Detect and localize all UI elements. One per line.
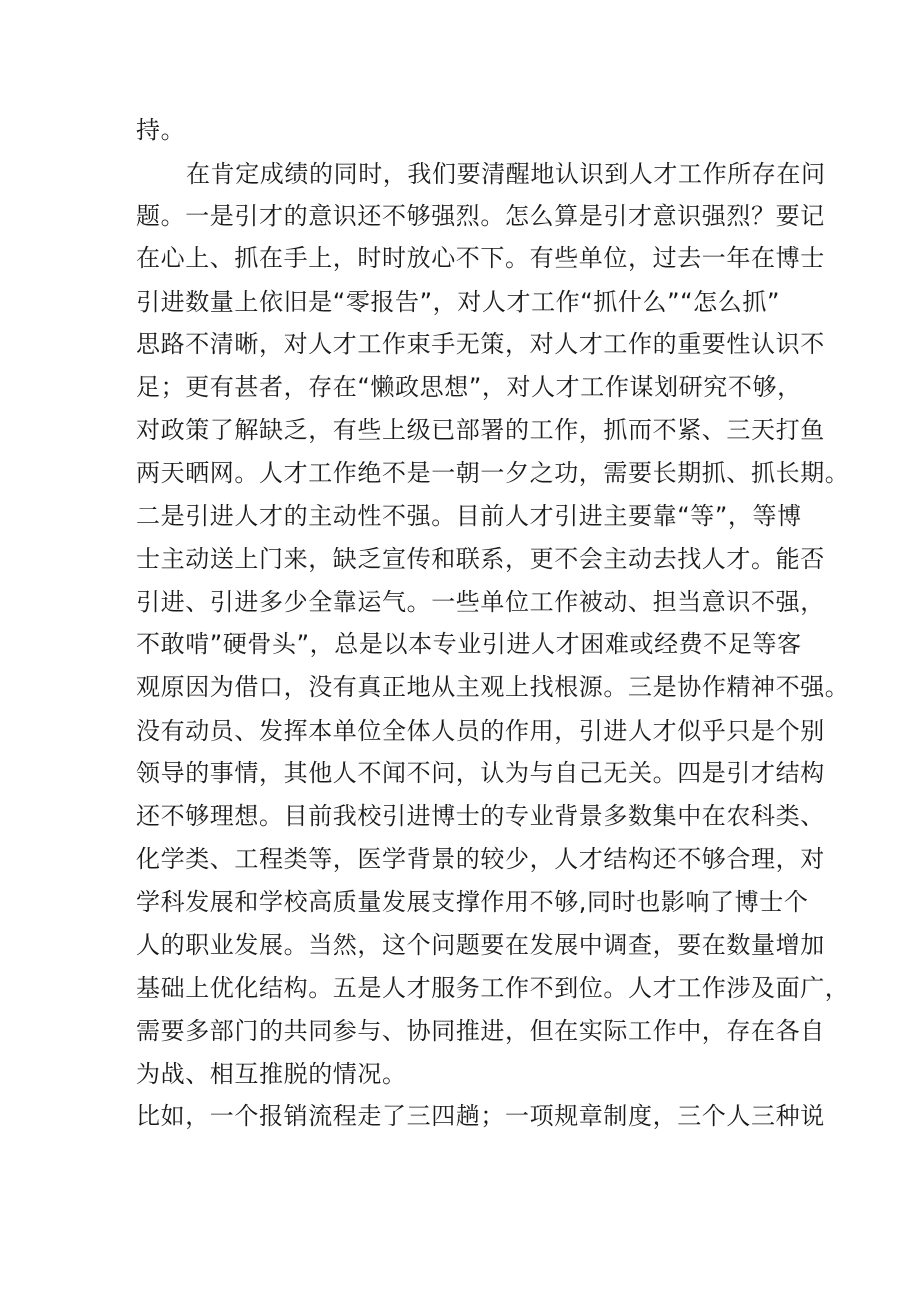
text-line: 比如，一个报销流程走了三四趟；一项规章制度，三个人三种说 xyxy=(136,1102,825,1130)
text-line: 士主动送上门来，缺乏宣传和联系，更不会主动去找人才。能否 xyxy=(136,545,825,573)
text-line: 学科发展和学校高质量发展支撑作用不够,同时也影响了博士个 xyxy=(136,888,809,916)
text-line: 人的职业发展。当然，这个问题要在发展中调查，要在数量增加 xyxy=(136,931,825,959)
text-line: 引进数量上依旧是“零报告”，对人才工作“抓什么”“怎么抓” xyxy=(136,288,780,316)
text-line: 思路不清晰，对人才工作束手无策，对人才工作的重要性认识不 xyxy=(136,330,825,358)
text-line: 题。一是引才的意识还不够强烈。怎么算是引才意识强烈？要记 xyxy=(136,202,825,230)
text-line: 对政策了解缺乏，有些上级已部署的工作，抓而不紧、三天打鱼 xyxy=(136,416,825,444)
text-line: 需要多部门的共同参与、协同推进，但在实际工作中，存在各自 xyxy=(136,1017,825,1045)
text-line: 观原因为借口，没有真正地从主观上找根源。三是协作精神不强。 xyxy=(136,673,850,701)
text-line: 足；更有甚者，存在“懒政思想”，对人才工作谋划研究不够， xyxy=(136,373,802,401)
text-line: 为战、相互推脱的情况。 xyxy=(136,1060,407,1088)
text-line: 引进、引进多少全靠运气。一些单位工作被动、担当意识不强， xyxy=(136,588,825,616)
text-line: 持。 xyxy=(136,116,186,144)
text-line: 没有动员、发挥本单位全体人员的作用，引进人才似乎只是个别 xyxy=(136,717,825,745)
text-line: 不敢啃”硬骨头”，总是以本专业引进人才困难或经费不足等客 xyxy=(136,630,802,658)
text-line: 在心上、抓在手上，时时放心不下。有些单位，过去一年在博士 xyxy=(136,244,825,272)
text-line: 基础上优化结构。五是人才服务工作不到位。人才工作涉及面广， xyxy=(136,974,850,1002)
paragraph-first-line: 在肯定成绩的同时，我们要清醒地认识到人才工作所存在问 xyxy=(186,160,826,188)
text-line: 化学类、工程类等，医学背景的较少，人才结构还不够合理，对 xyxy=(136,845,825,873)
text-line: 两天晒网。人才工作绝不是一朝一夕之功，需要长期抓、抓长期。 xyxy=(136,459,850,487)
text-line: 领导的事情，其他人不闻不问，认为与自己无关。四是引才结构 xyxy=(136,759,825,787)
text-line: 二是引进人才的主动性不强。目前人才引进主要靠“等”，等博 xyxy=(136,502,802,530)
text-line: 还不够理想。目前我校引进博士的专业背景多数集中在农科类、 xyxy=(136,802,825,830)
